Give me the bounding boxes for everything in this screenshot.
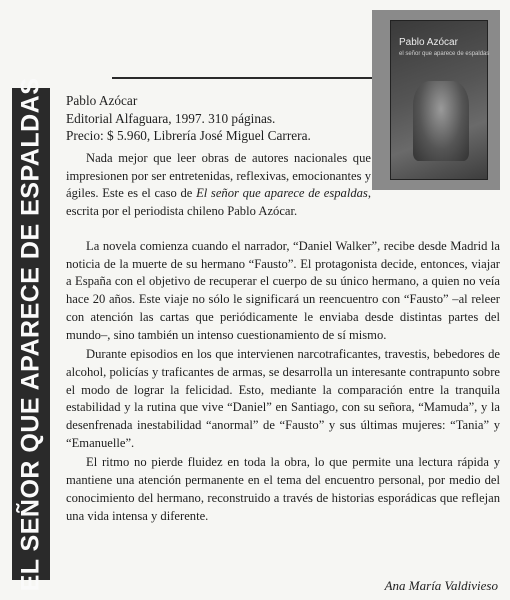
cover-figure [413, 81, 469, 161]
book-cover-image [372, 10, 500, 190]
divider-rule [112, 77, 392, 79]
book-info [66, 92, 366, 145]
paragraph-2: Durante episodios en los que intervienen narcotraficantes, travestis, bebedores de alcohol, policías y traficantes de armas, se desarrolla un interesante contrapunto sobre el modo de lograr la felicidad. Esto, mediante la comparación entre la tranquila estabilidad y la rutina que vive “Daniel” en Santiago, con su señora, “Mamuda”, y la desenfrenada inestabilidad “anormal” de “Fausto” y sus últimas mujeres: “Tania” y “Emanuelle”. [66, 347, 500, 450]
intro-text-end: , escrita por el periodista chileno Pablo Azócar. [66, 186, 371, 219]
cover-subtitle: el señor que aparece de espaldas [399, 51, 490, 57]
intro-text: Nada mejor que leer obras de autores nacionales que impresionen por ser entretenidas, reflexivas, emocionantes y ágiles. Este es el caso de [66, 151, 371, 201]
cover-author: Pablo Azócar [399, 37, 458, 48]
title-banner [12, 77, 50, 591]
book-author: Pablo Azócar [66, 93, 138, 108]
book-title-italic: El señor que aparece de espaldas [196, 186, 368, 201]
intro-paragraph-block [66, 150, 371, 221]
review-body [66, 238, 500, 527]
paragraph-3: El ritmo no pierde fluidez en toda la obra, lo que permite una lectura rápida y mantiene una atención permanente en el tema del encuentro personal, por medio del conocimiento del hermano, reconstruido a través de historias esporádicas que reflejan una vida intensa y diferente. [66, 455, 500, 523]
book-cover-art [390, 20, 488, 180]
book-publisher: Editorial Alfaguara, 1997. 310 páginas. [66, 110, 276, 126]
review-title: EL SEÑOR QUE APARECE DE ESPALDAS [16, 77, 45, 591]
paragraph-1: La novela comienza cuando el narrador, “Daniel Walker”, recibe desde Madrid la noticia de la muerte de su hermano “Fausto”. El protagonista decide, entonces, viajar a España con el objetivo de recuperar el cuerpo de su único hermano, a quien no veía hace 20 años. Este viaje no sólo le significará un reencuentro con “Fausto” –al releer con atención las cartas que periódicamente le enviaba desde distintas partes del mundo–, sino también un intenso cuestionamiento de sí mismo. [66, 239, 500, 342]
book-price: Precio: $ 5.960, Librería José Miguel Carrera. [66, 128, 311, 143]
reviewer-signature: Ana María Valdivieso [384, 578, 498, 593]
intro-paragraph [66, 150, 371, 221]
